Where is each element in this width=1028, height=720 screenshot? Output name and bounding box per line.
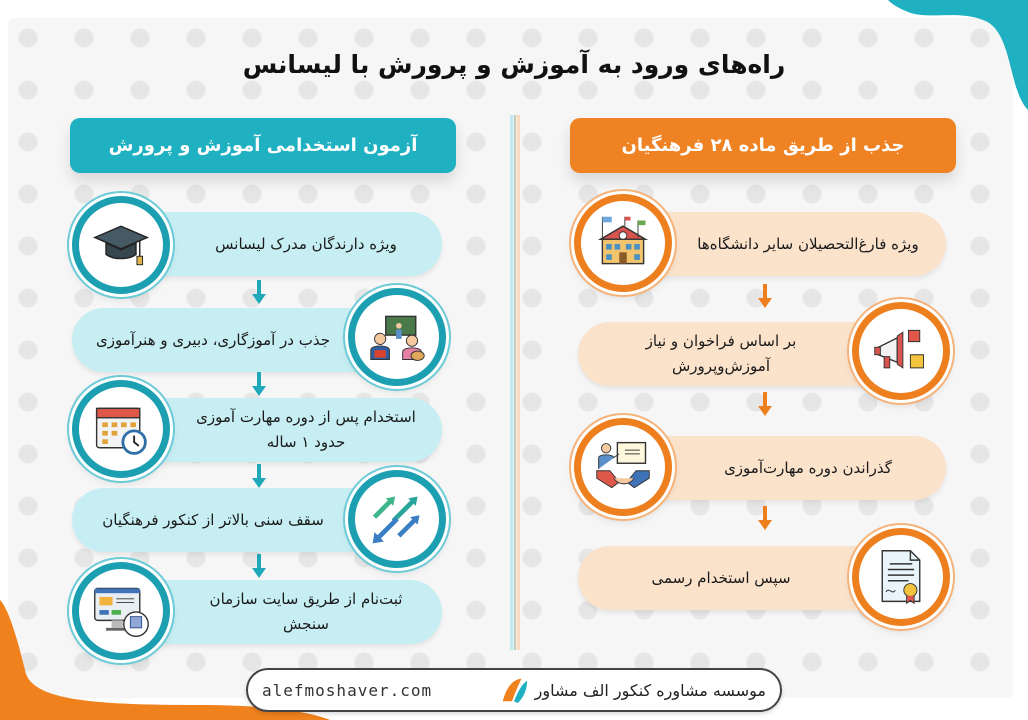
step-text: سقف سنی بالاتر از کنکور فرهنگیان <box>102 510 324 529</box>
flow-arrow-down <box>758 506 772 532</box>
step-text: جذب در آموزگاری، دبیری و هنرآموزی <box>95 330 331 349</box>
brand-name: موسسه مشاوره کنکور الف مشاور <box>534 680 766 700</box>
step-text: بر اساس فراخوان و نیاز آموزش‌وپرورش <box>645 332 797 375</box>
flow-arrow-down <box>252 554 266 580</box>
university-building-icon <box>574 194 672 292</box>
footer-brand-bar <box>246 668 782 712</box>
training-handshake-icon <box>574 418 672 516</box>
step-text: سپس استخدام رسمی <box>651 568 791 587</box>
teachers-classroom-icon <box>348 288 446 386</box>
left-column-header: آزمون استخدامی آموزش و پرورش <box>70 118 456 173</box>
alef-moshaver-logo-icon <box>499 675 529 705</box>
calendar-clock-icon <box>72 380 170 478</box>
megaphone-puzzle-icon <box>852 302 950 400</box>
flow-arrow-down <box>758 392 772 418</box>
flow-arrow-down <box>758 284 772 310</box>
graduation-cap-icon <box>72 196 170 294</box>
computer-sanjesh-icon <box>72 562 170 660</box>
flow-arrow-down <box>252 372 266 398</box>
column-divider <box>510 115 520 650</box>
arrows-diagonal-icon <box>348 470 446 568</box>
step-text: ویژه دارندگان مدرک لیسانس <box>215 234 397 253</box>
flow-arrow-down <box>252 464 266 490</box>
page-title: راه‌های ورود به آموزش و پرورش با لیسانس <box>242 50 786 79</box>
website-link[interactable]: alefmoshaver.com <box>262 680 433 700</box>
right-column-header: جذب از طریق ماده ۲۸ فرهنگیان <box>570 118 956 173</box>
footer-brand <box>499 675 766 705</box>
left-step-4 <box>72 488 394 552</box>
step-text: ثبت‌نام از طریق سایت سازمان سنجش <box>209 590 403 633</box>
step-text: استخدام پس از دوره مهارت آموزی حدود ۱ ساله <box>196 408 416 451</box>
step-text: ویژه فارغ‌التحصیلان سایر دانشگاه‌ها <box>697 234 919 253</box>
left-step-2 <box>72 308 394 372</box>
certificate-document-icon <box>852 528 950 626</box>
flow-arrow-down <box>252 280 266 306</box>
step-text: گذراندن دوره مهارت‌آموزی <box>724 458 892 477</box>
